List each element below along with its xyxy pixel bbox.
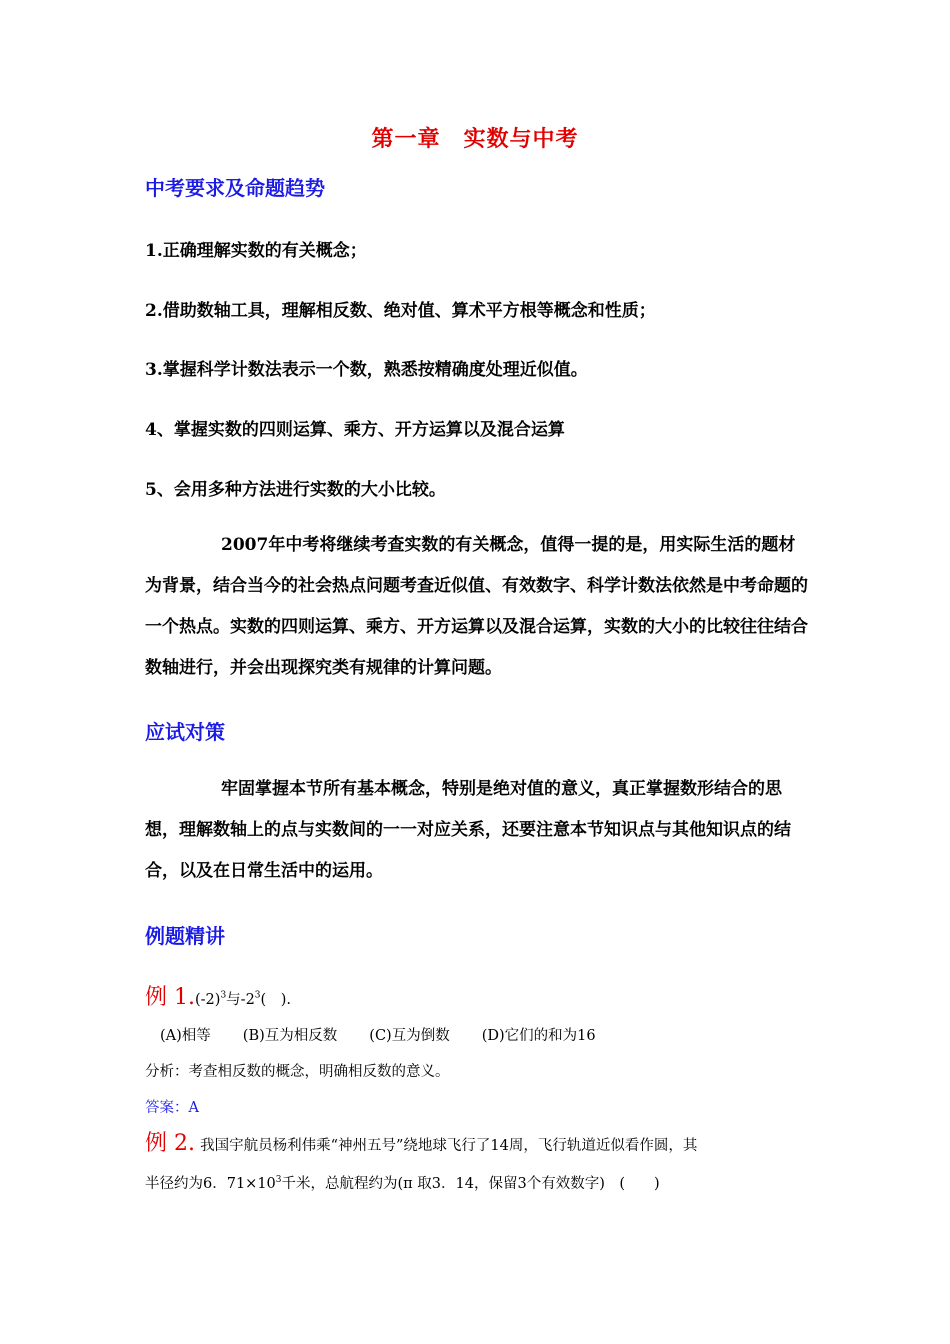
requirement-item: 2.借助数轴工具，理解相反数、绝对值、算术平方根等概念和性质；: [145, 301, 656, 321]
example-1-label: 例 1.: [145, 985, 195, 1010]
example-1-options: [160, 1024, 628, 1045]
example-1-question: 例 $1.(-2)^3$与$-2^3$( ).: [145, 985, 291, 1010]
requirement-item: 4、掌握实数的四则运算、乘方、开方运算以及混合运算: [145, 420, 565, 440]
option-d: (D)它们的和为16: [481, 1028, 596, 1044]
example-2-line-2: 半径约为6．$71\times 10^3$千米，总航程约为(π 取3．14，保留3个有效数字) ( ): [145, 1175, 660, 1192]
requirement-item: 3.掌握科学计数法表示一个数，熟悉按精确度处理近似值。: [145, 360, 588, 380]
option-c: (C)互为倒数: [369, 1028, 450, 1044]
chapter-title: 第一章 实数与中考: [371, 126, 579, 152]
option-b: (B)互为相反数: [242, 1028, 338, 1044]
section-heading-requirements: 中考要求及命题趋势: [145, 176, 325, 200]
trend-paragraph: 2007年中考将继续考查实数的有关概念，值得一提的是，用实际生活的题材为背景，结合当今的社会热点问题考查近似值、有效数字、科学计数法依然是中考命题的一个热点。实数的四则运算、乘方、开方运算以及混合运算，实数的大小的比较往往结合数轴进行，并会出现探究类有规律的计算问题。: [145, 535, 808, 678]
option-a: (A)相等: [160, 1028, 211, 1044]
example-1-analysis: 分析：考查相反数的概念，明确相反数的意义。: [145, 1064, 450, 1080]
example-2-line-1: 例 2. 我国宇航员杨利伟乘“神州五号”绕地球飞行了14周，飞行轨道近似看作圆，其: [145, 1131, 698, 1156]
requirement-item: 1.正确理解实数的有关概念；: [145, 241, 367, 261]
strategy-paragraph: 牢固掌握本节所有基本概念，特别是绝对值的意义，真正掌握数形结合的思想，理解数轴上的点与实数间的一一对应关系，还要注意本节知识点与其他知识点的结合，以及在日常生活中的运用。: [145, 779, 791, 881]
example-2-label: 例 2.: [145, 1131, 195, 1156]
section-heading-examples: 例题精讲: [145, 924, 225, 948]
example-1-answer: 答案：A: [145, 1100, 199, 1116]
requirement-item: 5、会用多种方法进行实数的大小比较。: [145, 480, 446, 500]
section-heading-strategy: 应试对策: [145, 720, 225, 744]
